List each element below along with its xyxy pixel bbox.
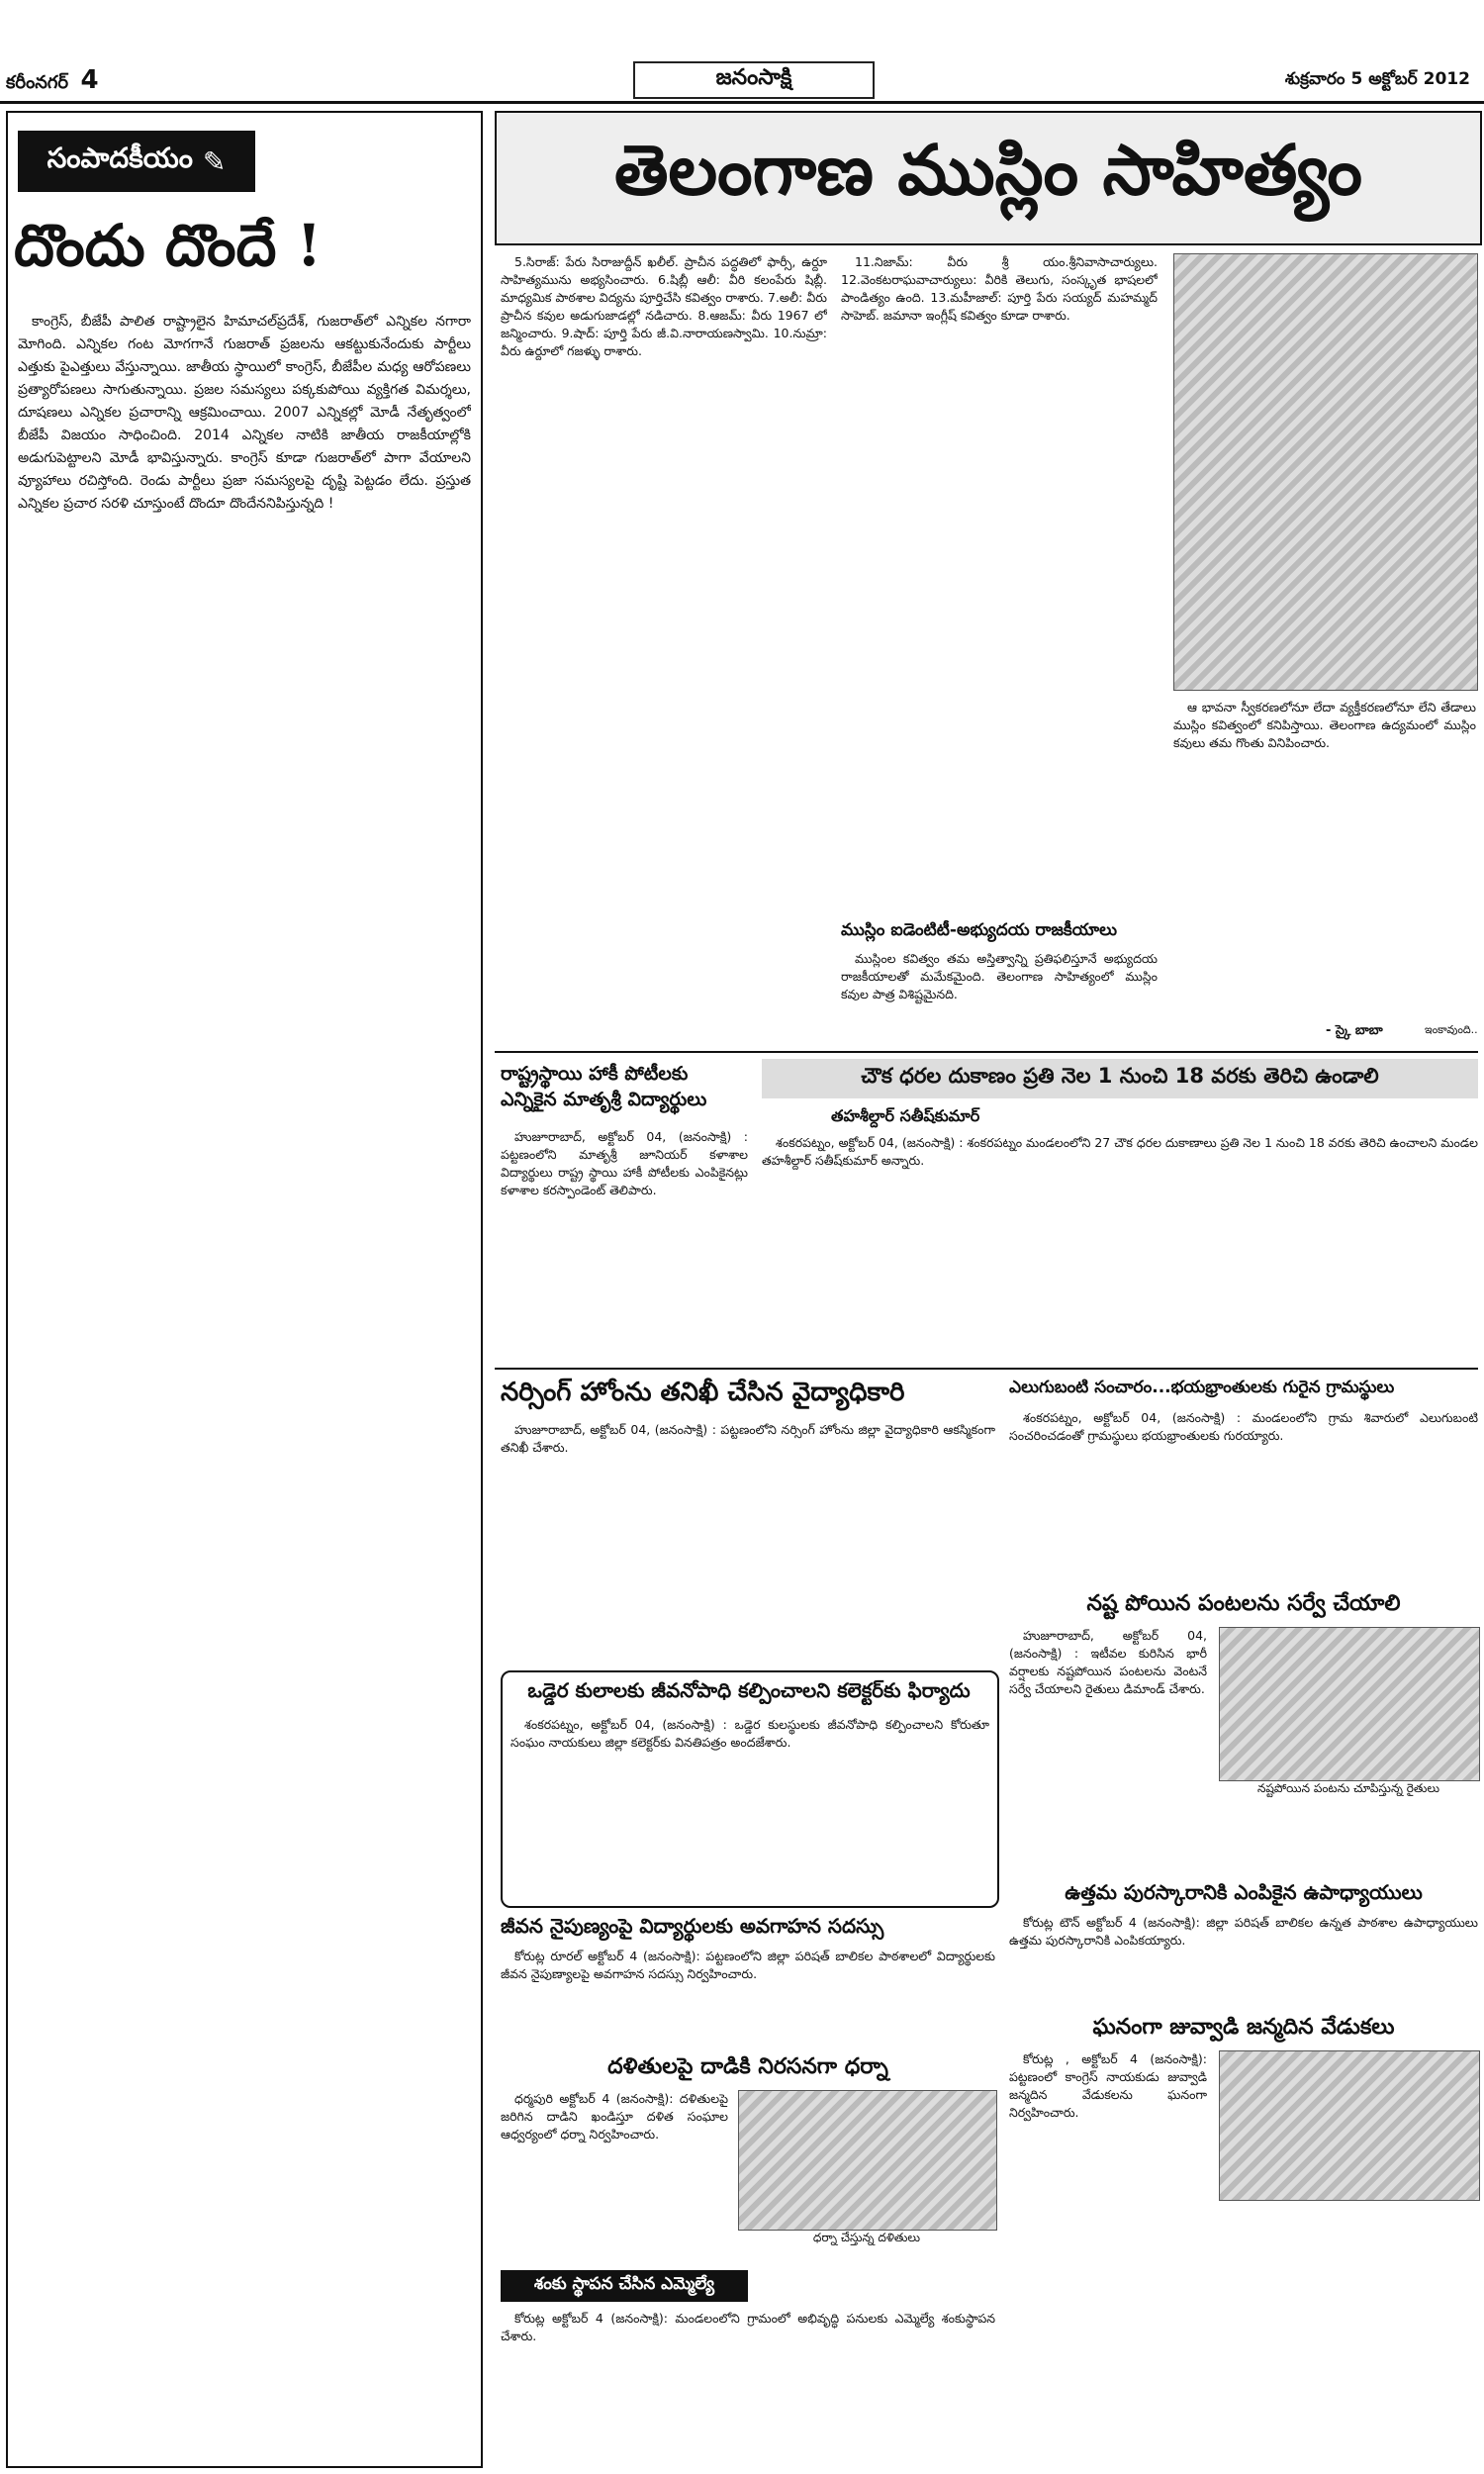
header-rule [0,101,1484,104]
birthday-photo [1219,2050,1480,2201]
news-foundation-body: కోరుట్ల అక్టోబర్ 4 (జనంసాక్షి): మండలంలోని గ్రామంలో అభివృద్ధి పనులకు ఎమ్మెల్యే శంకుస్థాపన చేశారు. [501,2311,995,2343]
editorial-column [6,111,483,2468]
news-vaddera-box [501,1670,999,1908]
news-crops-body: హుజూరాబాద్, అక్టోబర్ 04, (జనంసాక్షి) : ఇటీవల కురిసిన భారీ వర్షాలకు నష్టపోయిన పంటలను వెంటనే సర్వే చేయాలని రైతులు డిమాండ్ చేశారు. [1009,1628,1207,1696]
news-nursing-headline: నర్సింగ్ హోంను తనిఖీ చేసిన వైద్యాధికారి [501,1378,905,1407]
feature-continued: ఇంకావుంది.. [1425,1023,1478,1036]
feature-illustration [1173,253,1478,691]
feature-col-2: 11.నిజామ్: వీరు శ్రీ యం.శ్రీనివాసాచార్యులు. 12.వెంకటరాఘవాచార్యులు: వీరికి తెలుగు, సంస్కృత భాషలలో పాండిత్యం ఉంది. 13.మహీజాల్: పూర్తి పేరు సయ్యద్ మహమ్మద్ సాహెబ్. జమానా ఇంగ్లీష్ కవిత్వం కూడా రాశారు. [841,254,1158,323]
editorial-section-tag: సంపాదకీయం ✎ [18,131,255,192]
news-life-skills-headline: జీవన నైపుణ్యంపై విద్యార్థులకు అవగాహన సదస్సు [501,1914,884,1938]
feature-col-3: ఆ భావనా స్వీకరణలోనూ లేదా వ్యక్తీకరణలోనూ లేని తేడాలు ముస్లిం కవిత్వంలో కనిపిస్తాయి. తెలంగాణ ఉద్యమంలో ముస్లిం కవులు తమ గొంతు వినిపించారు. [1173,700,1476,750]
news-dharna-body: ధర్మపురి అక్టోబర్ 4 (జనంసాక్షి): దళితులపై జరిగిన దాడిని ఖండిస్తూ దళిత సంఘాల ఆధ్వర్యంలో ధర్నా నిర్వహించారు. [501,2091,728,2141]
editorial-headline: దొందు దొందే ! [14,212,323,279]
feature-headline-box [495,111,1482,245]
crops-photo [1219,1627,1480,1781]
page-header [0,0,1484,99]
news-hockey-headline: రాష్ట్రస్థాయి హాకీ పోటీలకు ఎన్నికైన మాతృశ్రీ విద్యార్థులు [501,1063,707,1110]
news-life-skills-body: కోరుట్ల రూరల్ అక్టోబర్ 4 (జనంసాక్షి): పట్టణంలోని జిల్లా పరిషత్ బాలికల పాఠశాలలో విద్యార్థులకు జీవన నైపుణ్యాలపై అవగాహన సదస్సు నిర్వహించారు. [501,1949,995,1981]
news-birthday-body: కోరుట్ల , అక్టోబర్ 4 (జనంసాక్షి): పట్టణంలో కాంగ్రెస్ నాయకుడు జువ్వాడి జన్మదిన వేడుకలను ఘనంగా నిర్వహించారు. [1009,2051,1207,2120]
news-teachers-headline: ఉత్తమ పురస్కారానికి ఎంపికైన ఉపాధ్యాయులు [1065,1880,1423,1904]
editorial-body: కాంగ్రెస్, బీజేపీ పాలిత రాష్ట్రాలైన హిమాచల్‌ప్రదేశ్, గుజరాత్‌లో ఎన్నికల నగారా మోగింది. ఎన్నికల గంట మోగగానే గుజరాత్ ప్రజలను ఆకట్టుకునేందుకు పార్టీలు ఎత్తుకు పైఎత్తులు వేస్తున్నాయి. జాతీయ స్థాయిలో కాంగ్రెస్, బీజేపీల మధ్య ఆరోపణలు ప్రత్యారోపణలు సాగుతున్నాయి. ప్రజల సమస్యలు పక్కకుపోయి వ్యక్తిగత విమర్శలు, దూషణలు ఎన్నికల ప్రచారాన్ని ఆక్రమించాయి. 2007 ఎన్నికల్లో మోడీ నేతృత్వంలో బీజేపీ విజయం సాధించింది. 2014 ఎన్నికల నాటికి జాతీయ రాజకీయాల్లోకి అడుగుపెట్టాలని మోడీ భావిస్తున్నారు. కాంగ్రెస్ కూడా గుజరాత్‌లో పాగా వేయాలని వ్యూహాలు రచిస్తోంది. రెండు పార్టీలు ప్రజా సమస్యలపై దృష్టి పెట్టడం లేదు. ప్రస్తుత ఎన్నికల ప్రచార సరళి చూస్తుంటే దొందూ దొందేననిపిస్తున్నది ! [18,314,471,512]
feature-headline: తెలంగాణ ముస్లిం సాహిత్యం [614,129,1362,211]
rule-2 [495,1368,1478,1370]
pen-icon: ✎ [202,144,227,178]
news-bear-body: శంకరపట్నం, అక్టోబర్ 04, (జనంసాక్షి) : మండలంలోని గ్రామ శివారులో ఎలుగుబంటి సంచరించడంతో గ్రామస్థులు భయభ్రాంతులకు గురయ్యారు. [1009,1410,1478,1443]
dharna-photo-caption: ధర్నా చేస్తున్న దళితులు [812,2231,921,2244]
news-ration-headline: చౌక ధరల దుకాణం ప్రతి నెల 1 నుంచి 18 వరకు తెరిచి ఉండాలి [762,1059,1478,1098]
news-ration-body: శంకరపట్నం, అక్టోబర్ 04, (జనంసాక్షి) : శంకరపట్నం మండలంలోని 27 చౌక ధరల దుకాణాలు ప్రతి నెల 1 నుంచి 18 వరకు తెరిచి ఉంచాలని మండల తహశీల్దార్ సతీష్‌కుమార్ అన్నారు. [762,1135,1478,1168]
news-hockey-body: హుజూరాబాద్, అక్టోబర్ 04, (జనంసాక్షి) : పట్టణంలోని మాతృశ్రీ జూనియర్ కళాశాల విద్యార్థులు రాష్ట్ర స్థాయి హాకీ పోటీలకు ఎంపికైనట్లు కళాశాల కరస్పాండెంట్ తెలిపారు. [501,1129,748,1197]
header-left-label: కరీంనగర్ 4 [6,65,99,95]
news-ration-byline: తహశీల్దార్ సతీష్‌కుమార్ [831,1106,980,1125]
header-date: శుక్రవారం 5 అక్టోబర్ 2012 [1284,69,1470,89]
news-foundation-headline: శంకు స్థాపన చేసిన ఎమ్మెల్యే [501,2270,748,2302]
crops-photo-caption: నష్టపోయిన పంటను చూపిస్తున్న రైతులు [1256,1781,1440,1795]
rule-1 [495,1051,1478,1053]
news-bear-headline: ఎలుగుబంటి సంచారం...భయభ్రాంతులకు గురైన గ్రామస్థులు [1009,1378,1395,1397]
feature-subhead: ముస్లిం ఐడెంటిటీ-అభ్యుదయ రాజకీయాలు [841,920,1118,940]
news-dharna-headline: దళితులపై దాడికి నిరసనగా ధర్నా [607,2054,888,2079]
news-vaddera-headline: ఒడ్డెర కులాలకు జీవనోపాధి కల్పించాలని కలెక్టర్‌కు ఫిర్యాదు [527,1678,971,1702]
news-crops-headline: నష్ట పోయిన పంటలను సర్వే చేయాలి [1086,1591,1401,1616]
masthead-text: జనంసాక్షి [715,65,792,90]
dharna-photo [738,2090,997,2231]
news-nursing-body: హుజూరాబాద్, అక్టోబర్ 04, (జనంసాక్షి) : పట్టణంలోని నర్సింగ్ హోంను జిల్లా వైద్యాధికారి ఆకస్మికంగా తనిఖీ చేశారు. [501,1422,995,1455]
news-birthday-headline: ఘనంగా జువ్వాడి జన్మదిన వేడుకలు [1092,2015,1395,2040]
feature-col-1: 5.సిరాజ్: పేరు సిరాజుద్దీన్ ఖలీల్. ప్రాచీన పద్ధతిలో ఫార్సీ, ఉర్దూ సాహిత్యమును అభ్యసించారు. 6.షిబ్లీ ఆలీ: వీరి కలంపేరు షిబ్లీ. మాధ్యమిక పాఠశాల విద్యను పూర్తిచేసి కవిత్వం రాశారు. 7.అలీ: వీరు ప్రాచీన కవుల అడుగుజాడల్లో నడిచారు. 8.ఆజమ్: వీరు 1967 లో జన్మించారు. 9.షాద్: పూర్తి పేరు జీ.వి.నారాయణస్వామి. 10.నుమ్రా: వీరు ఉర్దూలో గజళ్ళు రాశారు. [501,254,827,358]
news-teachers-body: కోరుట్ల టౌన్ అక్టోబర్ 4 (జనంసాక్షి): జిల్లా పరిషత్ బాలికల ఉన్నత పాఠశాల ఉపాధ్యాయులు ఉత్తమ పురస్కారానికి ఎంపికయ్యారు. [1009,1915,1478,1948]
masthead-logo [633,61,875,99]
feature-col-2b: ముస్లింల కవిత్వం తమ అస్తిత్వాన్ని ప్రతిఫలిస్తూనే అభ్యుదయ రాజకీయాలతో మమేకమైంది. తెలంగాణ సాహిత్యంలో ముస్లిం కవుల పాత్ర విశిష్టమైనది. [841,951,1158,1001]
news-vaddera-body: శంకరపట్నం, అక్టోబర్ 04, (జనంసాక్షి) : ఒడ్డెర కులస్థులకు జీవనోపాధి కల్పించాలని కోరుతూ సంఘం నాయకులు జిల్లా కలెక్టర్‌కు వినతిపత్రం అందజేశారు. [510,1717,989,1750]
feature-author: - స్కై బాబా [1326,1023,1383,1038]
